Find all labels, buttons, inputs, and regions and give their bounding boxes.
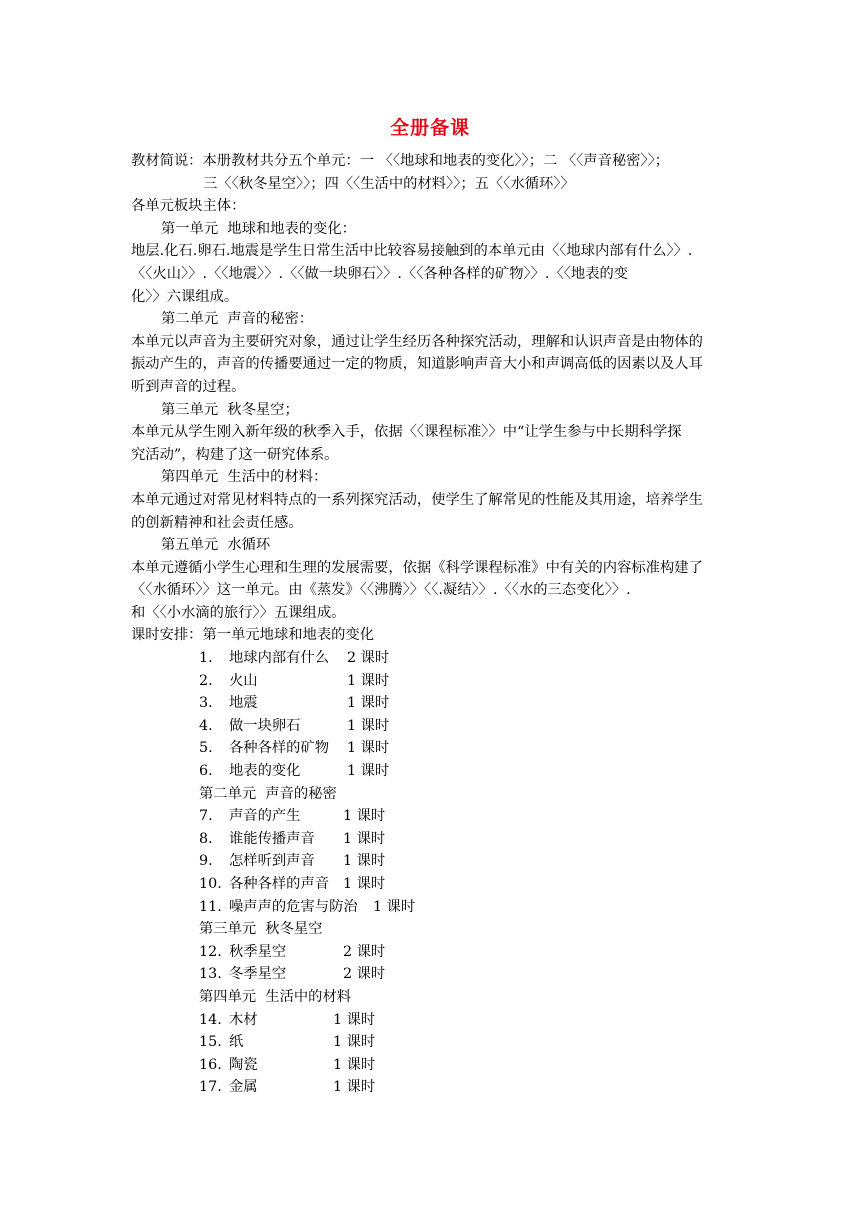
unit-heading: 第四单元 生活中的材料 <box>199 988 352 1005</box>
schedule-item <box>131 941 731 964</box>
item-name: 怎样听到声音 <box>229 853 315 870</box>
item-name: 地震 <box>229 695 258 712</box>
paragraph-line: 听到声音的过程。 <box>131 378 246 395</box>
item-number: 7. <box>199 808 213 825</box>
item-name: 地表的变化 <box>229 763 301 780</box>
item-name: 陶瓷 <box>229 1056 258 1073</box>
unit-heading: 第二单元 声音的秘密 <box>199 785 337 802</box>
paragraph-line: 本单元遵循小学生心理和生理的发展需要，依据《科学课程标准》中有关的内容标准构建了 <box>131 559 703 576</box>
schedule-item <box>131 647 731 670</box>
schedule-item <box>131 850 731 873</box>
item-number: 2. <box>199 672 213 689</box>
schedule-item <box>131 896 731 919</box>
section-label: 各单元板块主体： <box>131 198 246 215</box>
document-title: 全册备课 <box>389 117 470 139</box>
item-hours: 1 课时 <box>343 808 386 825</box>
paragraph-line: 化〉〉六课组成。 <box>131 288 239 305</box>
item-name: 地球内部有什么 <box>229 650 330 667</box>
paragraph-line: 究活动”，构建了这一研究体系。 <box>131 446 339 463</box>
schedule-item <box>131 1076 731 1099</box>
document-body <box>131 150 731 1099</box>
item-name: 冬季星空 <box>229 966 287 983</box>
paragraph-line: 本单元以声音为主要研究对象，通过让学生经历各种探究活动，理解和认识声音是由物体的 <box>131 333 703 350</box>
schedule-heading: 课时安排：第一单元地球和地表的变化 <box>131 627 375 644</box>
paragraph-line: 和〈〈小水滴的旅行〉〉五课组成。 <box>131 604 346 621</box>
item-hours: 1 课时 <box>373 898 416 915</box>
item-name: 声音的产生 <box>229 808 301 825</box>
item-hours: 1 课时 <box>333 1034 376 1051</box>
item-number: 1. <box>199 650 213 667</box>
item-hours: 1 课时 <box>333 1056 376 1073</box>
item-number: 8. <box>199 830 213 847</box>
item-number: 6. <box>199 763 213 780</box>
paragraph-line: 本单元从学生刚入新年级的秋季入手，依据〈〈课程标准〉〉中“让学生参与中长期科学探 <box>131 424 682 441</box>
schedule-item <box>131 1009 731 1032</box>
schedule-item <box>131 692 731 715</box>
unit-heading: 第二单元 声音的秘密： <box>161 311 314 328</box>
schedule-item <box>131 963 731 986</box>
item-hours: 1 课时 <box>333 1011 376 1028</box>
paragraph-line: 〈〈水循环〉〉这一单元。由《蒸发》〈〈沸腾〉〉〈〈.凝结〉〉.〈〈水的三态变化〉〉. <box>131 582 631 599</box>
unit-heading: 第三单元 秋冬星空； <box>161 401 299 418</box>
item-number: 4. <box>199 717 213 734</box>
item-number: 15. <box>199 1034 222 1051</box>
item-hours: 1 课时 <box>343 853 386 870</box>
schedule-item <box>131 873 731 896</box>
item-hours: 1 课时 <box>347 763 390 780</box>
unit-heading: 第四单元 生活中的材料： <box>161 469 328 486</box>
unit-heading: 第一单元 地球和地表的变化： <box>161 220 356 237</box>
item-hours: 1 课时 <box>333 1079 376 1096</box>
item-hours: 1 课时 <box>347 672 390 689</box>
schedule-item <box>131 828 731 851</box>
item-name: 各种各样的声音 <box>229 876 330 892</box>
item-name: 秋季星空 <box>229 943 287 960</box>
schedule-item <box>131 1031 731 1054</box>
unit-heading: 第五单元 水循环 <box>161 537 271 554</box>
item-number: 10. <box>199 876 222 892</box>
item-number: 17. <box>199 1079 222 1096</box>
item-number: 9. <box>199 853 213 870</box>
paragraph-line: 本单元通过对常见材料特点的一系列探究活动，使学生了解常见的性能及其用途，培养学生 <box>131 491 703 508</box>
item-number: 16. <box>199 1056 222 1073</box>
item-name: 各种各样的矿物 <box>229 740 330 757</box>
item-name: 金属 <box>229 1079 258 1096</box>
item-hours: 1 课时 <box>347 695 390 712</box>
item-hours: 2 课时 <box>347 650 390 667</box>
unit-heading: 第三单元 秋冬星空 <box>199 921 323 938</box>
item-number: 14. <box>199 1011 222 1028</box>
schedule-item <box>131 805 731 828</box>
intro-line: 三〈〈秋冬星空〉〉；四〈〈生活中的材料〉〉；五〈〈水循环〉〉 <box>203 175 575 192</box>
schedule-item <box>131 715 731 738</box>
item-hours: 1 课时 <box>347 717 390 734</box>
item-number: 13. <box>199 966 222 983</box>
item-name: 噪声声的危害与防治 <box>229 898 358 915</box>
item-name: 做一块卵石 <box>229 717 301 734</box>
paragraph-line: 〈〈火山〉〉.〈〈地震〉〉.〈〈做一块卵石〉〉.〈〈各种各样的矿物〉〉.〈〈地表的变 <box>131 265 629 282</box>
item-name: 火山 <box>229 672 258 689</box>
item-hours: 1 课时 <box>343 876 386 892</box>
item-hours: 1 课时 <box>343 830 386 847</box>
schedule-item <box>131 737 731 760</box>
schedule-item <box>131 670 731 693</box>
item-name: 纸 <box>229 1034 244 1051</box>
paragraph-line: 振动产生的，声音的传播要通过一定的物质，知道影响声音大小和声调高低的因素以及人耳 <box>131 356 703 373</box>
item-hours: 1 课时 <box>347 740 390 757</box>
schedule-item <box>131 760 731 783</box>
schedule-item <box>131 1054 731 1077</box>
item-number: 11. <box>199 898 222 915</box>
item-hours: 2 课时 <box>343 966 386 983</box>
item-name: 木材 <box>229 1011 258 1028</box>
paragraph-line: 地层.化石.卵石.地震是学生日常生活中比较容易接触到的本单元由〈〈地球内部有什么〉〉. <box>131 243 693 260</box>
item-hours: 2 课时 <box>343 943 386 960</box>
intro-line: 教材简说：本册教材共分五个单元：一 〈〈地球和地表的变化〉〉；二 〈〈声音秘密〉〉； <box>131 153 670 169</box>
item-name: 谁能传播声音 <box>229 830 315 847</box>
paragraph-line: 的创新精神和社会责任感。 <box>131 514 303 531</box>
item-number: 3. <box>199 695 213 712</box>
item-number: 5. <box>199 740 213 757</box>
item-number: 12. <box>199 943 222 960</box>
